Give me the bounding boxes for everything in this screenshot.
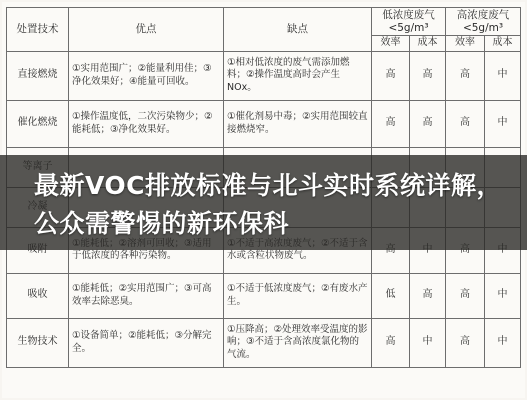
cons-cell: ①不适于低浓度废气；②有废水产生。 [224,273,372,318]
high-cost-cell: 中 [485,100,521,147]
header-cons: 缺点 [224,8,372,52]
high-cost-cell: 中 [485,318,521,367]
low-cost-cell: 高 [410,51,446,100]
header-row [7,8,521,36]
pros-cell: ①操作温度低，二次污染物少；②能耗低；③净化效果好。 [69,100,224,147]
pros-cell: ①设备简单；②能耗低；③分解完全。 [69,318,224,367]
method-name: 直接燃烧 [7,51,69,100]
high-cost-cell: 中 [485,273,521,318]
high-efficiency-cell: 高 [446,51,485,100]
low-efficiency-cell: 高 [372,100,410,147]
low-efficiency-cell: 低 [372,273,410,318]
cons-cell: ①催化剂易中毒；②实用范围较直接燃烧窄。 [224,100,372,147]
low-cost-cell: 高 [410,273,446,318]
low-efficiency-cell: 高 [372,51,410,100]
subheader-cost: 成本 [485,36,521,52]
low-cost-cell: 高 [410,100,446,147]
method-name: 催化燃烧 [7,100,69,147]
high-cost-cell: 中 [485,51,521,100]
table-row [7,318,521,367]
high-efficiency-cell: 高 [446,318,485,367]
subheader-efficiency: 效率 [372,36,410,52]
high-efficiency-cell: 高 [446,273,485,318]
cons-cell: ①压降高；②处理效率受温度的影响；③不适于含高浓度氯化物的气流。 [224,318,372,367]
table-row [7,273,521,318]
cons-cell: ①相对低浓度的废气需添加燃料；②操作温度高时会产生NOx。 [224,51,372,100]
table-row [7,100,521,147]
method-name: 生物技术 [7,318,69,367]
header-low-concentration: 低浓度废气<5g/m³ [372,8,446,36]
table-row [7,51,521,100]
method-name: 吸收 [7,273,69,318]
pros-cell: ①实用范围广；②能量利用佳；③净化效果好；④能量可回收。 [69,51,224,100]
subheader-efficiency: 效率 [446,36,485,52]
subheader-cost: 成本 [410,36,446,52]
cons-cell: 水或含粒状物废气。 [224,227,372,273]
low-efficiency-cell: 高 [372,318,410,367]
header-method: 处置技术 [7,8,69,52]
pros-cell: 于低浓度的各种污染物。 [69,227,224,273]
pros-cell: ①能耗低；②实用范围广；③可高效率去除恶臭。 [69,273,224,318]
header-pros: 优点 [69,8,224,52]
headline-overlay-text: 最新VOC排放标准与北斗实时系统详解，公众需警惕的新环保科 [34,171,503,238]
low-cost-cell: 中 [410,318,446,367]
high-efficiency-cell: 高 [446,100,485,147]
header-high-concentration: 高浓度废气<5g/m³ [446,8,521,36]
